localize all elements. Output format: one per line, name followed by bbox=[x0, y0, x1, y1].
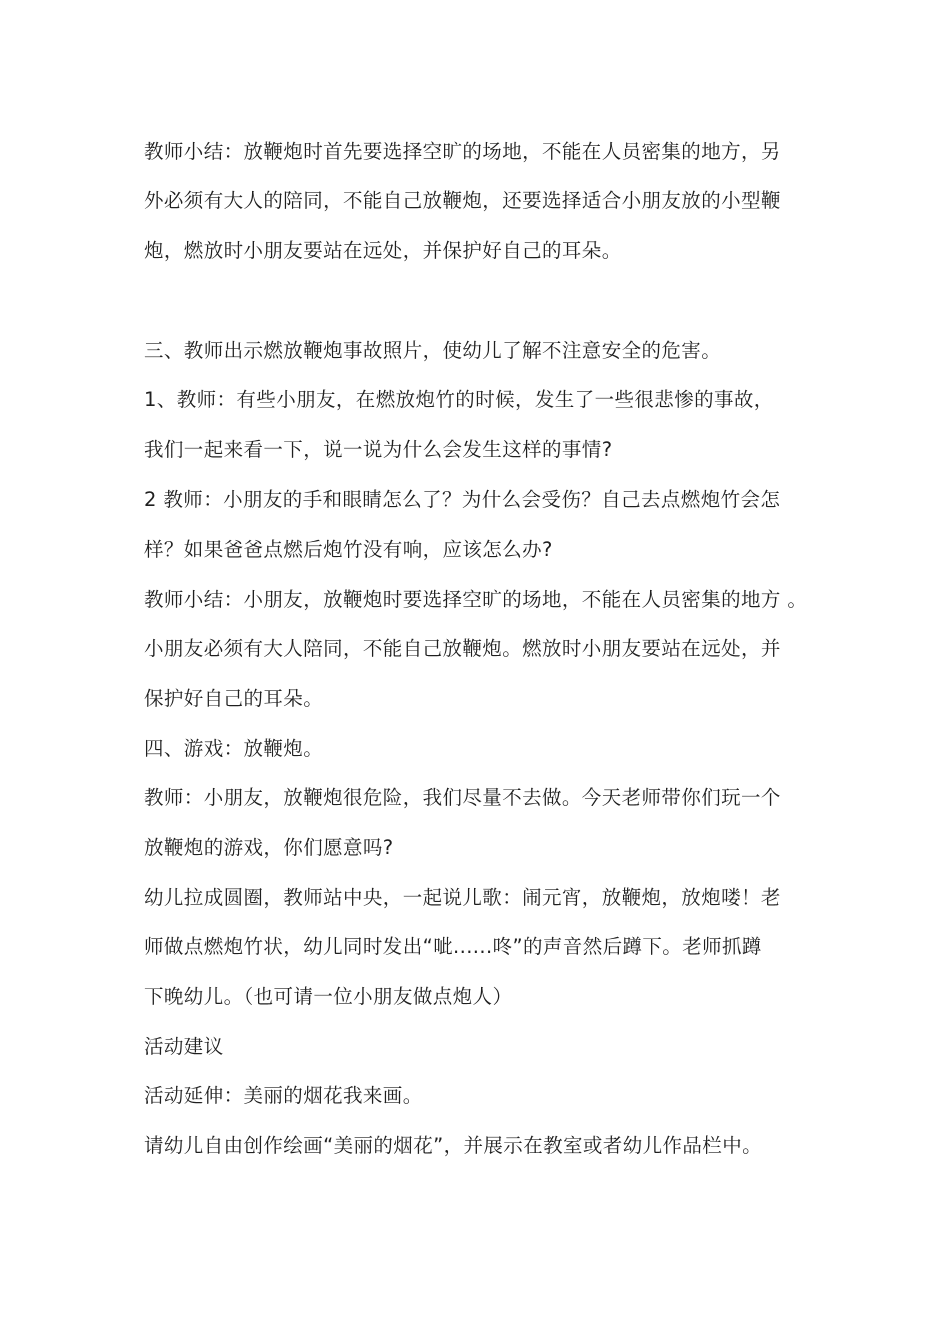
text-line: 教师：小朋友，放鞭炮很危险，我们尽量不去做。今天老师带你们玩一个 bbox=[144, 786, 781, 809]
section-heading: 三、教师出示燃放鞭炮事故照片，使幼儿了解不注意安全的危害。 bbox=[144, 339, 722, 362]
text-line: 师做点燃炮竹状，幼儿同时发出“呲......咚”的声音然后蹲下。老师抓蹲 bbox=[144, 935, 762, 958]
text-line: 保护好自己的耳朵。 bbox=[144, 687, 324, 710]
section-heading: 活动建议 bbox=[144, 1035, 224, 1058]
text-line: 1、教师：有些小朋友，在燃放炮竹的时候，发生了一些很悲惨的事故， bbox=[144, 388, 774, 411]
text-line: 放鞭炮的游戏，你们愿意吗? bbox=[144, 836, 394, 859]
text-line: 2 教师：小朋友的手和眼睛怎么了？为什么会受伤？自己去点燃炮竹会怎 bbox=[144, 488, 781, 511]
text-line: 小朋友必须有大人陪同，不能自己放鞭炮。燃放时小朋友要站在远处，并 bbox=[144, 637, 781, 660]
text-line: 教师小结：小朋友，放鞭炮时要选择空旷的场地，不能在人员密集的地方 。 bbox=[144, 588, 808, 611]
text-line: 活动延伸：美丽的烟花我来画。 bbox=[144, 1084, 423, 1107]
text-line: 教师小结：放鞭炮时首先要选择空旷的场地，不能在人员密集的地方，另 bbox=[144, 140, 781, 163]
text-line: 幼儿拉成圆圈，教师站中央，一起说儿歌：闹元宵，放鞭炮，放炮喽！老 bbox=[144, 886, 781, 909]
text-line: 样？如果爸爸点燃后炮竹没有响，应该怎么办? bbox=[144, 538, 553, 561]
text-line: 炮，燃放时小朋友要站在远处，并保护好自己的耳朵。 bbox=[144, 239, 622, 262]
text-line: 我们一起来看一下，说一说为什么会发生这样的事情? bbox=[144, 438, 613, 461]
text-line: 请幼儿自由创作绘画“美丽的烟花”，并展示在教室或者幼儿作品栏中。 bbox=[144, 1134, 763, 1157]
text-line: 下晚幼儿。（也可请一位小朋友做点炮人） bbox=[144, 985, 513, 1008]
section-heading: 四、游戏：放鞭炮。 bbox=[144, 737, 324, 760]
text-line: 外必须有大人的陪同，不能自己放鞭炮，还要选择适合小朋友放的小型鞭 bbox=[144, 189, 781, 212]
